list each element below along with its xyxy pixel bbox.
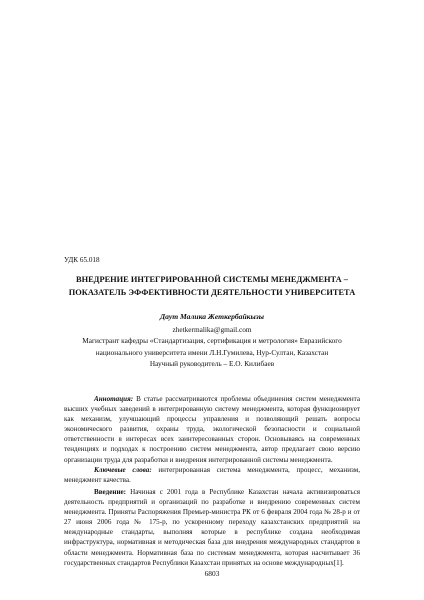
page-number: 6803	[204, 569, 220, 578]
supervisor: Научный руководитель – Е.О. Килибаев	[149, 359, 275, 369]
abstract-label: Аннотация:	[94, 395, 134, 403]
article-title	[64, 273, 360, 299]
abstract-paragraph	[64, 394, 360, 465]
introduction-text: Начиная с 2001 года в Республике Казахстан начала активизироваться деятельность предприятий и организаций по разработке и внедрению современных систем менеджмента. Приняты Распоряжения Премьер-министра РК от 6 февраля 2004 года № 28-р и от 27 июня 2006 года № 175-р, по ускоренному переходу казахстанских предприятий на международные стандарты, выполняя которые в республике создана необходимая инфраструктура, нормативная и методическая база для внедрения международных стандартов в области менеджмента. Нормативная база по системам менеджмента, которая насчитывает 36 государственных стандартов Республики Казахстан принятых на основе международных[1].	[64, 488, 360, 567]
keywords-text: интегрированная система менеджмента, процесс, механизм, менеджмент качества.	[64, 466, 360, 485]
introduction-label: Введение:	[94, 488, 127, 496]
affiliation-line-1: Магистрант кафедры «Стандартизация, сертификация и метрология» Евразийского	[82, 336, 342, 346]
introduction-paragraph	[64, 487, 360, 568]
keywords-label: Ключевые слова:	[94, 466, 152, 474]
author-name: Даут Малика Жеткербайкызы	[159, 312, 265, 321]
affiliation-line-2: национального университета имени Л.Н.Гумилева, Нур-Султан, Казахстан	[95, 347, 329, 357]
abstract-text: В статье рассматриваются проблемы объединения систем менеджмента высших учебных заведений в интегрированную систему менеджмента, которая функционирует как механизм, улучшающий процессы управления и позволяющий решать вопросы экономического развития, охраны труда, экологической безопасности и социальной ответственности в интересах всех заинтересованных сторон. Основываясь на современных тенденциях и подходах к построению систем менеджмента, автор предлагает свою версию организации труда для разработки и внедрения интегрированной системы менеджмента.	[64, 395, 360, 464]
title-line-1: ВНЕДРЕНИЕ ИНТЕГРИРОВАННОЙ СИСТЕМЫ МЕНЕДЖМЕНТА –	[76, 275, 348, 284]
keywords-paragraph	[64, 465, 360, 485]
author-affiliation	[64, 324, 360, 370]
udk-code: УДК 65.018	[64, 256, 100, 264]
title-line-2: ПОКАЗАТЕЛЬ ЭФФЕКТИВНОСТИ ДЕЯТЕЛЬНОСТИ УНИВЕРСИТЕТА	[68, 288, 356, 297]
author-email: zhetkermalika@gmail.com	[172, 325, 252, 334]
